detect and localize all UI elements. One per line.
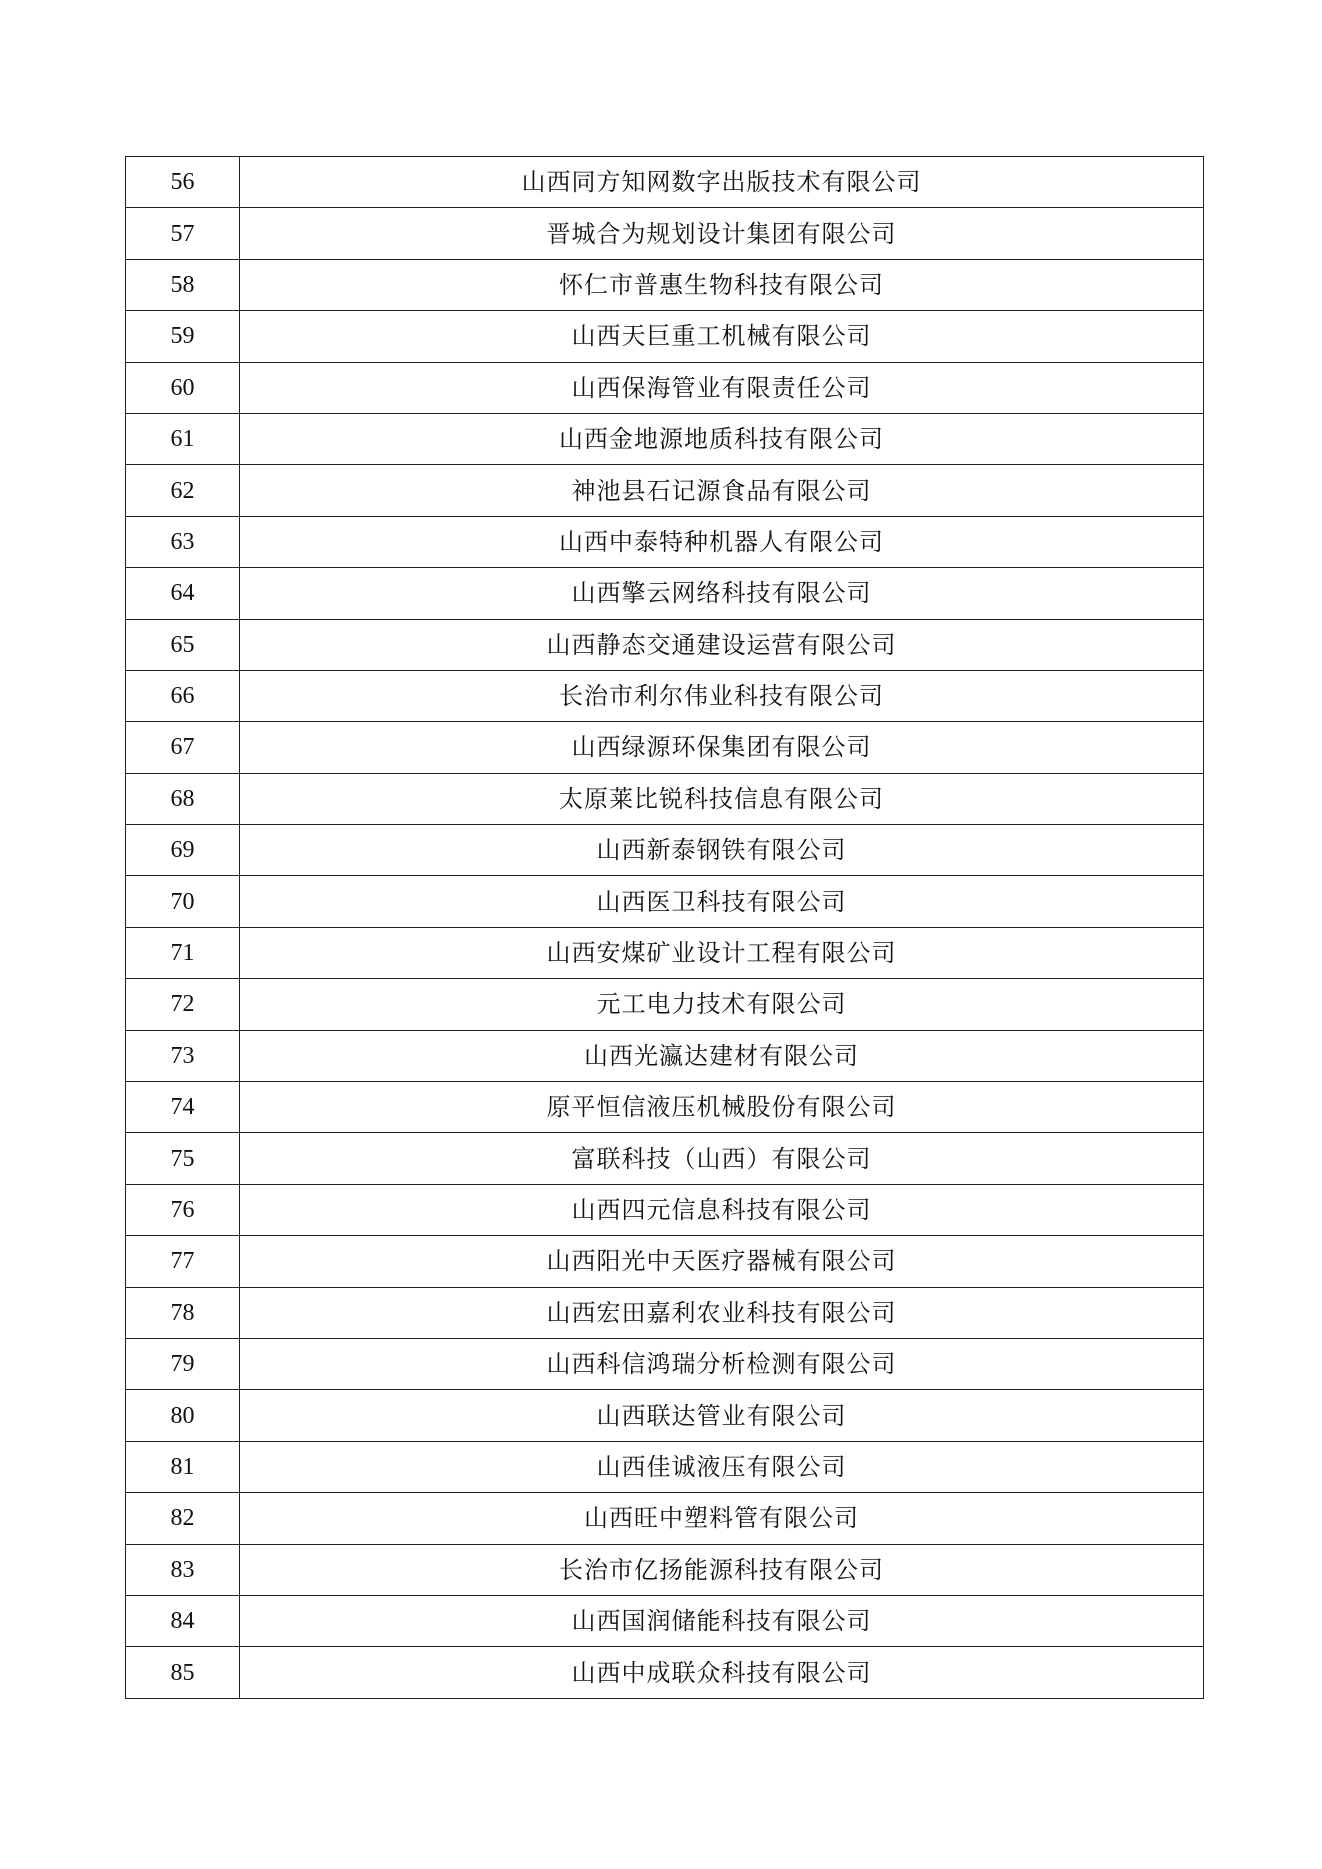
- row-index-cell: 58: [126, 259, 240, 310]
- company-name-cell: 长治市利尔伟业科技有限公司: [240, 670, 1204, 721]
- row-index-cell: 84: [126, 1595, 240, 1646]
- company-name-cell: 山西中泰特种机器人有限公司: [240, 516, 1204, 567]
- table-row: [126, 876, 1204, 927]
- table-row: [126, 773, 1204, 824]
- row-index-cell: 60: [126, 362, 240, 413]
- company-name-cell: 山西科信鸿瑞分析检测有限公司: [240, 1338, 1204, 1389]
- company-name-cell: 山西绿源环保集团有限公司: [240, 722, 1204, 773]
- table-row: [126, 1647, 1204, 1698]
- row-index-cell: 62: [126, 465, 240, 516]
- row-index-cell: 75: [126, 1133, 240, 1184]
- table-row: [126, 670, 1204, 721]
- company-name-cell: 怀仁市普惠生物科技有限公司: [240, 259, 1204, 310]
- row-index-cell: 64: [126, 568, 240, 619]
- row-index-cell: 63: [126, 516, 240, 567]
- row-index-cell: 77: [126, 1236, 240, 1287]
- company-name-cell: 原平恒信液压机械股份有限公司: [240, 1082, 1204, 1133]
- table-row: [126, 927, 1204, 978]
- row-index-cell: 83: [126, 1544, 240, 1595]
- row-index-cell: 73: [126, 1030, 240, 1081]
- table-row: [126, 825, 1204, 876]
- row-index-cell: 57: [126, 208, 240, 259]
- table-row: [126, 157, 1204, 208]
- row-index-cell: 85: [126, 1647, 240, 1698]
- table-row: [126, 413, 1204, 464]
- table-row: [126, 1441, 1204, 1492]
- company-name-cell: 山西医卫科技有限公司: [240, 876, 1204, 927]
- row-index-cell: 72: [126, 979, 240, 1030]
- table-row: [126, 311, 1204, 362]
- company-name-cell: 山西新泰钢铁有限公司: [240, 825, 1204, 876]
- company-name-cell: 山西光瀛达建材有限公司: [240, 1030, 1204, 1081]
- company-name-cell: 山西阳光中天医疗器械有限公司: [240, 1236, 1204, 1287]
- table-row: [126, 259, 1204, 310]
- row-index-cell: 76: [126, 1184, 240, 1235]
- company-name-cell: 山西保海管业有限责任公司: [240, 362, 1204, 413]
- table-row: [126, 1544, 1204, 1595]
- row-index-cell: 66: [126, 670, 240, 721]
- company-name-cell: 山西中成联众科技有限公司: [240, 1647, 1204, 1698]
- table-body: [126, 157, 1204, 1699]
- company-name-cell: 山西静态交通建设运营有限公司: [240, 619, 1204, 670]
- row-index-cell: 69: [126, 825, 240, 876]
- row-index-cell: 68: [126, 773, 240, 824]
- row-index-cell: 80: [126, 1390, 240, 1441]
- table-row: [126, 1493, 1204, 1544]
- company-name-cell: 山西天巨重工机械有限公司: [240, 311, 1204, 362]
- row-index-cell: 81: [126, 1441, 240, 1492]
- company-name-cell: 山西联达管业有限公司: [240, 1390, 1204, 1441]
- table-row: [126, 1184, 1204, 1235]
- company-name-cell: 太原莱比锐科技信息有限公司: [240, 773, 1204, 824]
- table-row: [126, 465, 1204, 516]
- table-row: [126, 979, 1204, 1030]
- row-index-cell: 65: [126, 619, 240, 670]
- company-name-cell: 山西佳诚液压有限公司: [240, 1441, 1204, 1492]
- table-row: [126, 1236, 1204, 1287]
- company-name-cell: 元工电力技术有限公司: [240, 979, 1204, 1030]
- table-row: [126, 1082, 1204, 1133]
- table-row: [126, 208, 1204, 259]
- row-index-cell: 59: [126, 311, 240, 362]
- table-row: [126, 1338, 1204, 1389]
- table-row: [126, 1030, 1204, 1081]
- row-index-cell: 79: [126, 1338, 240, 1389]
- company-name-cell: 山西四元信息科技有限公司: [240, 1184, 1204, 1235]
- table-row: [126, 362, 1204, 413]
- table-row: [126, 1390, 1204, 1441]
- table-row: [126, 1287, 1204, 1338]
- company-name-cell: 山西同方知网数字出版技术有限公司: [240, 157, 1204, 208]
- company-list-table: [125, 156, 1204, 1699]
- row-index-cell: 61: [126, 413, 240, 464]
- row-index-cell: 82: [126, 1493, 240, 1544]
- company-name-cell: 神池县石记源食品有限公司: [240, 465, 1204, 516]
- company-name-cell: 富联科技（山西）有限公司: [240, 1133, 1204, 1184]
- row-index-cell: 78: [126, 1287, 240, 1338]
- table-row: [126, 516, 1204, 567]
- table-row: [126, 619, 1204, 670]
- company-name-cell: 山西旺中塑料管有限公司: [240, 1493, 1204, 1544]
- table-row: [126, 722, 1204, 773]
- row-index-cell: 70: [126, 876, 240, 927]
- table-row: [126, 1595, 1204, 1646]
- company-name-cell: 山西宏田嘉利农业科技有限公司: [240, 1287, 1204, 1338]
- company-name-cell: 山西擎云网络科技有限公司: [240, 568, 1204, 619]
- company-name-cell: 晋城合为规划设计集团有限公司: [240, 208, 1204, 259]
- table-row: [126, 568, 1204, 619]
- company-name-cell: 山西国润储能科技有限公司: [240, 1595, 1204, 1646]
- company-name-cell: 山西金地源地质科技有限公司: [240, 413, 1204, 464]
- row-index-cell: 56: [126, 157, 240, 208]
- row-index-cell: 71: [126, 927, 240, 978]
- row-index-cell: 74: [126, 1082, 240, 1133]
- table-row: [126, 1133, 1204, 1184]
- row-index-cell: 67: [126, 722, 240, 773]
- company-name-cell: 长治市亿扬能源科技有限公司: [240, 1544, 1204, 1595]
- company-name-cell: 山西安煤矿业设计工程有限公司: [240, 927, 1204, 978]
